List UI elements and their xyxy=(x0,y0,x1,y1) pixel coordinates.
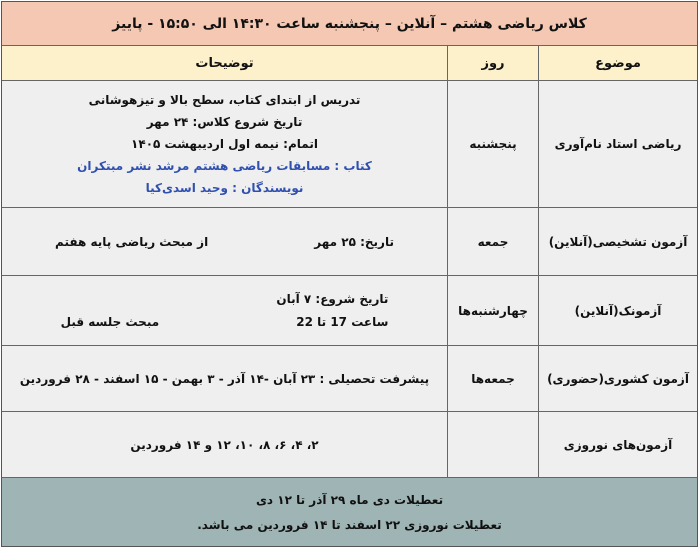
row-1-book: کتاب : مسابقات ریاضی هشتم مرشد نشر مبتکران xyxy=(77,159,372,173)
holidays-footer xyxy=(2,478,697,546)
header-notes: توضیحات xyxy=(2,46,447,81)
row-5-notes: ۲، ۴، ۶، ۸، ۱۰، ۱۲ و ۱۴ فروردین xyxy=(2,412,447,478)
header-topic: موضوع xyxy=(538,46,697,81)
row-5-topic: آزمون‌های نوروزی xyxy=(538,412,697,478)
row-3-start: تاریخ شروع: ۷ آبان xyxy=(276,292,389,306)
footer-line-1: تعطیلات دی ماه ۲۹ آذر تا ۱۲ دی xyxy=(255,492,444,507)
schedule-table xyxy=(1,1,698,547)
row-3-topic: آزمونک(آنلاین) xyxy=(538,276,697,346)
row-1-notes-line3: اتمام: نیمه اول اردیبهشت ۱۴۰۵ xyxy=(131,137,318,151)
row-4-notes: پیشرفت تحصیلی : ۲۳ آبان -۱۴ آذر - ۳ بهمن - ۱۵ اسفند - ۲۸ فروردین xyxy=(2,346,447,412)
row-1-topic: ریاضی استاد نام‌آوری xyxy=(538,81,697,208)
row-1-notes-line2: تاریخ شروع کلاس: ۲۴ مهر xyxy=(146,115,303,129)
row-1-day: پنجشنبه xyxy=(447,81,538,208)
row-1-notes xyxy=(2,81,447,208)
row-3-scope: مبحث جلسه قبل xyxy=(60,315,160,329)
header-day: روز xyxy=(447,46,538,81)
row-2-date: تاریخ: ۲۵ مهر xyxy=(314,234,394,249)
row-1-authors: نویسندگان : وحید اسدی‌کیا xyxy=(145,181,304,195)
row-4-topic: آزمون کشوری(حضوری) xyxy=(538,346,697,412)
row-4-day: جمعه‌ها xyxy=(447,346,538,412)
row-5-day xyxy=(447,412,538,478)
row-3-time: ساعت 17 تا 22 xyxy=(296,315,389,329)
table-title: کلاس ریاضی هشتم – آنلاین – پنجشنبه ساعت ۱۴:۳۰ الی ۱۵:۵۰ - پاییز xyxy=(2,2,697,46)
row-2-topic: آزمون تشخیصی(آنلاین) xyxy=(538,208,697,276)
row-1-notes-line1: تدریس از ابتدای کتاب، سطح بالا و تیزهوشانی xyxy=(88,93,361,107)
row-2-scope: از مبحث ریاضی پایه هفتم xyxy=(55,234,209,249)
row-2-notes xyxy=(2,208,447,276)
row-3-day: چهارشنبه‌ها xyxy=(447,276,538,346)
footer-line-2: تعطیلات نوروزی ۲۲ اسفند تا ۱۴ فروردین می باشد. xyxy=(197,517,502,532)
row-3-notes xyxy=(2,276,447,346)
row-2-day: جمعه xyxy=(447,208,538,276)
